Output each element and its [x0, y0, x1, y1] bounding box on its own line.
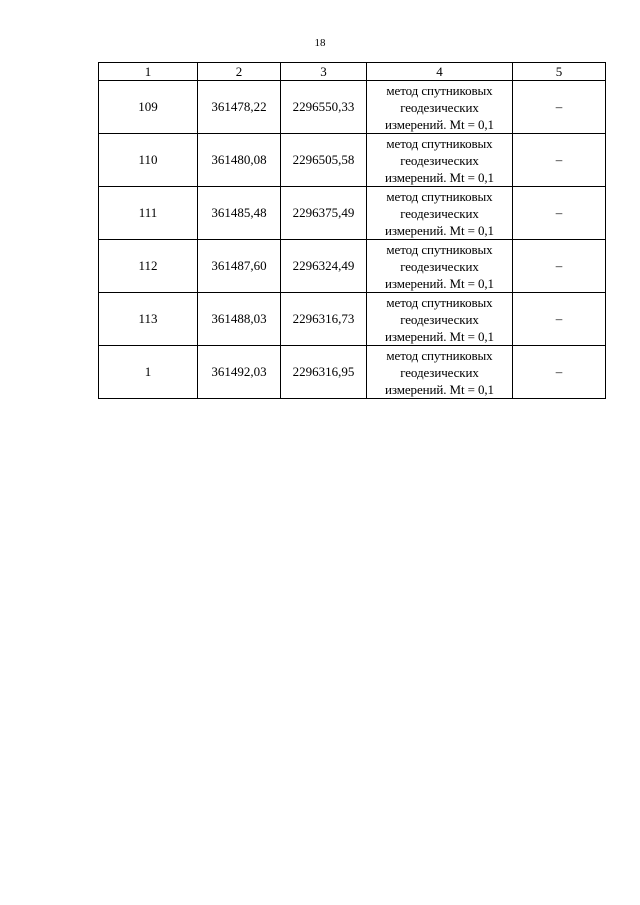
- coordinate-x: 361492,03: [198, 346, 281, 399]
- method-description: [367, 134, 513, 187]
- coordinate-x: 361487,60: [198, 240, 281, 293]
- header-col-3: 3: [281, 63, 367, 81]
- method-description: [367, 187, 513, 240]
- method-line: измерений. Mt = 0,1: [385, 275, 494, 291]
- method-line: метод спутниковых: [386, 82, 493, 98]
- coordinates-table: [98, 62, 606, 399]
- method-line: геодезических: [400, 258, 479, 274]
- method-line: геодезических: [400, 99, 479, 115]
- method-description: [367, 346, 513, 399]
- coordinate-y: 2296324,49: [281, 240, 367, 293]
- method-description: [367, 240, 513, 293]
- header-col-2: 2: [198, 63, 281, 81]
- method-line: геодезических: [400, 152, 479, 168]
- method-line: измерений. Mt = 0,1: [385, 222, 494, 238]
- table-row: [99, 293, 606, 346]
- method-line: измерений. Mt = 0,1: [385, 381, 494, 397]
- coordinate-y: 2296316,73: [281, 293, 367, 346]
- point-number: 113: [99, 293, 198, 346]
- coordinate-x: 361488,03: [198, 293, 281, 346]
- coordinate-x: 361478,22: [198, 81, 281, 134]
- coordinate-y: 2296505,58: [281, 134, 367, 187]
- note-dash: –: [513, 240, 606, 293]
- point-number: 112: [99, 240, 198, 293]
- method-line: метод спутниковых: [386, 135, 493, 151]
- table-header-row: [99, 63, 606, 81]
- coordinate-x: 361480,08: [198, 134, 281, 187]
- note-dash: –: [513, 293, 606, 346]
- method-line: геодезических: [400, 311, 479, 327]
- method-line: метод спутниковых: [386, 294, 493, 310]
- point-number: 110: [99, 134, 198, 187]
- header-col-1: 1: [99, 63, 198, 81]
- method-line: измерений. Mt = 0,1: [385, 169, 494, 185]
- coordinate-x: 361485,48: [198, 187, 281, 240]
- table-row: [99, 134, 606, 187]
- note-dash: –: [513, 134, 606, 187]
- header-col-5: 5: [513, 63, 606, 81]
- method-line: метод спутниковых: [386, 188, 493, 204]
- table-row: [99, 187, 606, 240]
- note-dash: –: [513, 346, 606, 399]
- method-line: измерений. Mt = 0,1: [385, 328, 494, 344]
- method-description: [367, 293, 513, 346]
- table-row: [99, 240, 606, 293]
- method-description: [367, 81, 513, 134]
- coordinate-y: 2296316,95: [281, 346, 367, 399]
- point-number: 109: [99, 81, 198, 134]
- method-line: метод спутниковых: [386, 347, 493, 363]
- table-row: [99, 81, 606, 134]
- header-col-4: 4: [367, 63, 513, 81]
- method-line: измерений. Mt = 0,1: [385, 116, 494, 132]
- coordinate-y: 2296550,33: [281, 81, 367, 134]
- method-line: геодезических: [400, 205, 479, 221]
- note-dash: –: [513, 81, 606, 134]
- method-line: геодезических: [400, 364, 479, 380]
- coordinate-y: 2296375,49: [281, 187, 367, 240]
- method-line: метод спутниковых: [386, 241, 493, 257]
- point-number: 111: [99, 187, 198, 240]
- page-number: 18: [314, 37, 326, 49]
- point-number: 1: [99, 346, 198, 399]
- note-dash: –: [513, 187, 606, 240]
- table-row: [99, 346, 606, 399]
